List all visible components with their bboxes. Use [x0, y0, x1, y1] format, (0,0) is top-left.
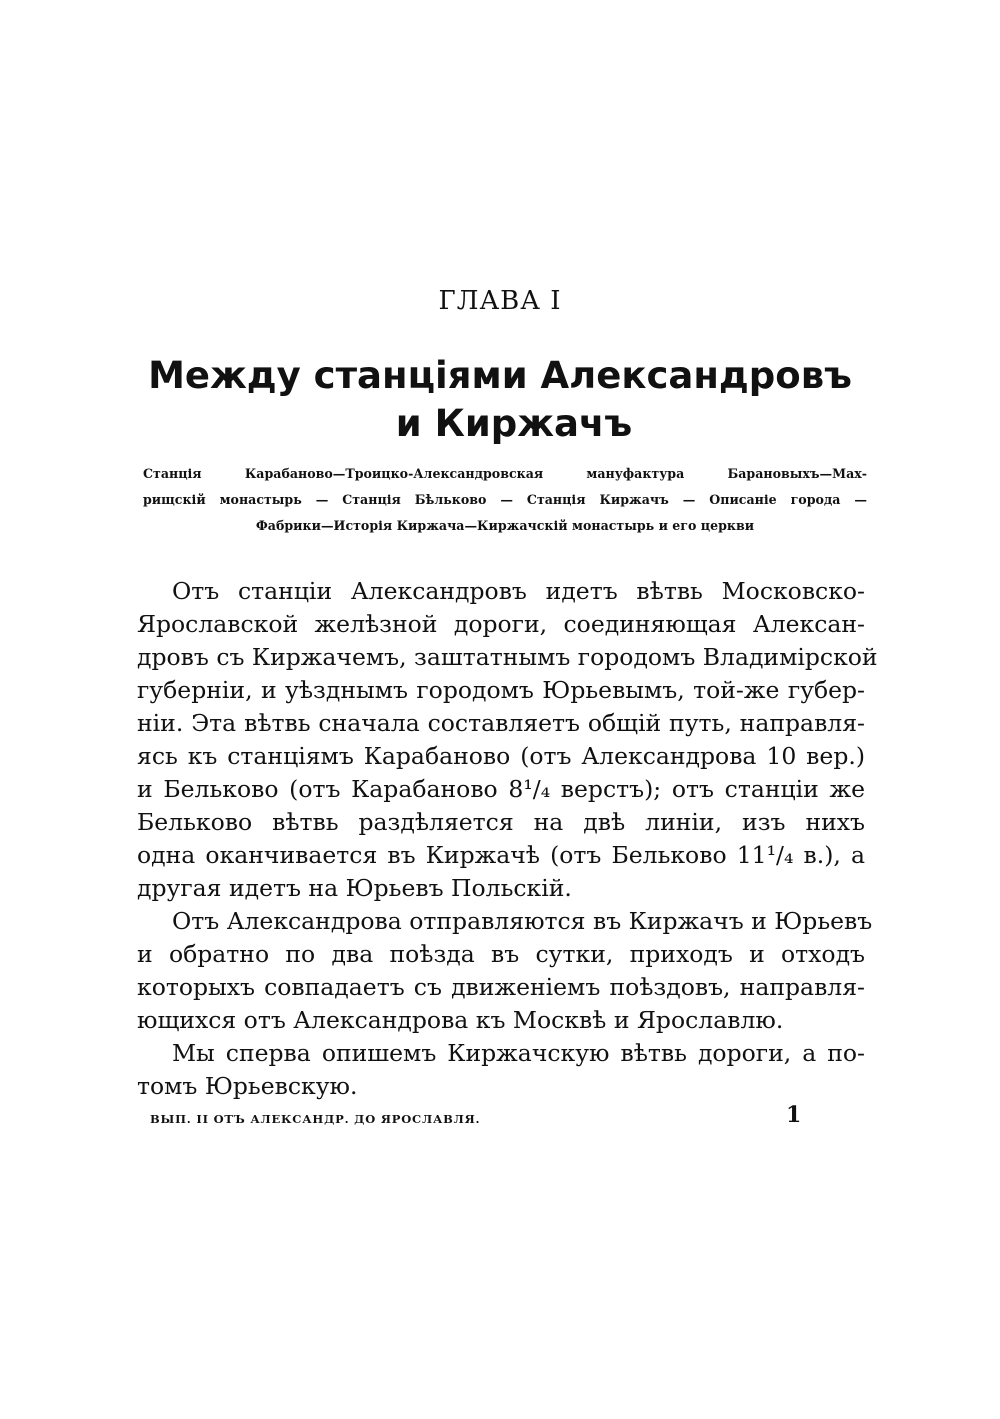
chapter-title-line-1: Между станціями Александровъ — [148, 354, 852, 397]
chapter-title-line-2: и Киржачъ — [395, 402, 633, 445]
body-line-3: дровъ съ Киржачемъ, заштатнымъ городомъ Владимірской — [137, 643, 878, 671]
page-number: 1 — [786, 1102, 802, 1128]
chapter-summary-line-2: рищскій монастырь — Станція Бѣльково — Станція Киржачъ — Описаніе города — — [143, 492, 867, 507]
body-line-8: Бельково вѣтвь раздѣляется на двѣ линіи, изъ нихъ — [137, 808, 865, 836]
body-line-12: и обратно по два поѣзда въ сутки, приходъ и отходъ — [137, 940, 865, 968]
body-line-1: Отъ станціи Александровъ идетъ вѣтвь Московско- — [172, 577, 865, 605]
body-line-5: ніи. Эта вѣтвь сначала составляетъ общій путь, направля- — [137, 709, 865, 737]
body-line-2: Ярославской желѣзной дороги, соединяющая Алексан- — [137, 610, 865, 638]
chapter-summary-line-3: Фабрики—Исторія Киржача—Киржачскій монастырь и его церкви — [255, 518, 755, 533]
body-line-10: другая идетъ на Юрьевъ Польскій. — [137, 874, 572, 902]
chapter-summary-line-1: Станція Карабаново—Троицко-Александровская мануфактура Барановыхъ—Мах- — [143, 466, 867, 481]
body-line-4: губерніи, и уѣзднымъ городомъ Юрьевымъ, той-же губер- — [137, 676, 865, 704]
body-line-9: одна оканчивается въ Киржачѣ (отъ Бельково 11¹/₄ в.), а — [137, 841, 865, 869]
footer-signature: ВЫП. II ОТЪ АЛЕКСАНДР. ДО ЯРОСЛАВЛЯ. — [150, 1112, 481, 1126]
body-line-6: ясь къ станціямъ Карабаново (отъ Александрова 10 вер.) — [137, 742, 865, 770]
chapter-label: ГЛАВА I — [438, 286, 562, 316]
body-line-16: томъ Юрьевскую. — [137, 1072, 358, 1100]
body-line-7: и Бельково (отъ Карабаново 8¹/₄ верстъ); отъ станціи же — [137, 775, 865, 803]
body-line-13: которыхъ совпадаетъ съ движеніемъ поѣздовъ, направля- — [137, 973, 865, 1001]
body-line-11: Отъ Александрова отправляются въ Киржачъ и Юрьевъ — [172, 907, 873, 935]
body-line-15: Мы сперва опишемъ Киржачскую вѣтвь дороги, а по- — [172, 1039, 865, 1067]
body-line-14: ющихся отъ Александрова къ Москвѣ и Ярославлю. — [137, 1006, 784, 1034]
